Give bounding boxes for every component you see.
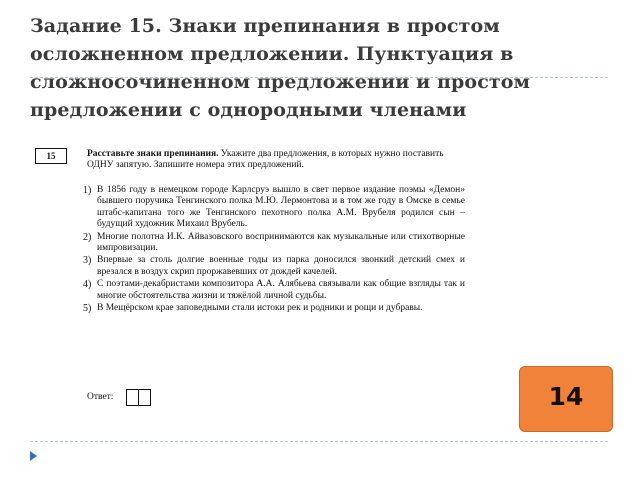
item-number: 2)	[83, 231, 92, 243]
list-item	[83, 185, 465, 231]
item-number: 1)	[83, 185, 92, 196]
answer-boxes[interactable]	[126, 389, 150, 410]
task-number-box: 15	[35, 148, 67, 164]
title-line-4: предложении с однородными членами	[30, 99, 467, 121]
instruction-bold: Расставьте знаки препинания.	[87, 149, 219, 159]
answer-label: Ответ:	[87, 392, 114, 402]
badge-number: 14	[548, 382, 584, 411]
item-text: В Мещёрском крае заповедными стали истоки рек и родники и рощи и дубравы.	[97, 303, 423, 314]
item-number: 5)	[83, 303, 92, 315]
title-line-2: осложненном предложении. Пунктуация в	[30, 43, 514, 65]
task-number-badge	[519, 366, 613, 432]
list-item	[83, 255, 465, 278]
item-text: С поэтами-декабристами композитора А.А. Алябьева связывали как общие взгляды так и многие обстоятельства жизни и тяжёлой личной судьбы.	[97, 279, 465, 301]
item-text: Впервые за столь долгие военные годы из парка доносился звонкий детский смех и врезался в воздух скрип проржавевших от дождей качелей.	[97, 255, 465, 277]
instruction-rest: Укажите два предложения, в которых нужно поставить ОДНУ запятую. Запишите номера этих предложений.	[87, 149, 444, 171]
slide-title	[30, 12, 590, 124]
dotted-divider-bottom	[30, 441, 608, 442]
title-line-1: Задание 15. Знаки препинания в простом	[30, 15, 500, 37]
title-line-3: сложносочиненном предложении и простом	[30, 71, 531, 93]
list-item	[83, 303, 465, 314]
list-item	[83, 232, 465, 255]
item-number: 3)	[83, 255, 92, 267]
item-number: 4)	[83, 279, 92, 291]
list-item	[83, 279, 465, 302]
item-text: В 1856 году в немецком городе Карлсруэ вышло в свет первое издание поэмы «Демон» бывшего поручика Тенгинского полка М.Ю. Лермонтова и в том же году в Омске в семье штабс-капитана того же Тенгинского пехотного полка А.М. Врубеля родился сын – будущий художник Михаил Врубель.	[97, 185, 465, 230]
task-instruction	[87, 149, 472, 172]
item-text: Многие полотна И.К. Айвазовского воспринимаются как музыкальные или стихотворные импровизации.	[97, 231, 465, 254]
answer-cell-2[interactable]	[138, 389, 151, 406]
triangle-right-icon	[30, 451, 37, 461]
answer-row	[87, 389, 150, 410]
dotted-divider-top	[30, 77, 608, 78]
task-items	[83, 185, 465, 315]
